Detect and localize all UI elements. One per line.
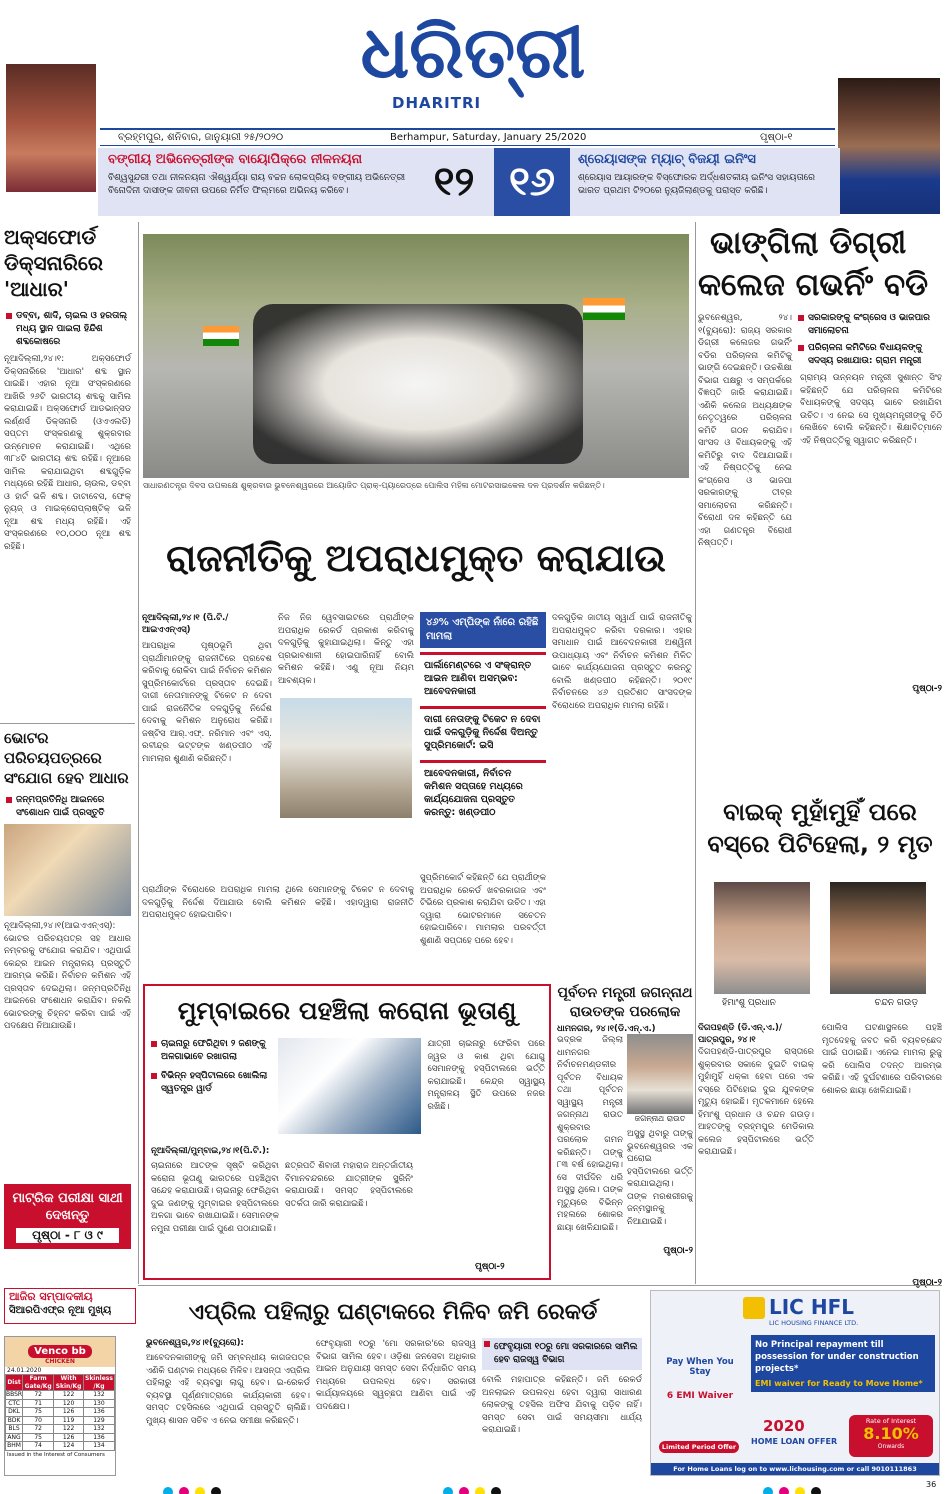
page-no: ପୃଷ୍ଠା-୧ <box>760 132 793 143</box>
corona-body: ଚାଇନାରେ ଆତଙ୍କ ସୃଷ୍ଟି କରିଥିବା କରୋନା ଭୂତାଣୁ ଭାରତରେ ପହଞ୍ଚିଥିବା ସନ୍ଦେହ କରାଯାଉଛି। ଚାଇନାରୁ ଫେରିଥିବା ଦୁଇ ଜଣଙ୍କୁ ମୁମ୍ବାଇର ହସ୍ପିଟାଲରେ ଅଳଗା ଭାବେ ରଖାଯାଇଛି। ସେମାନଙ୍କ ନମୁନା ପରୀକ୍ଷା ପାଇଁ ପୁଣେ ପଠାଯାଇଛି। <box>151 1161 279 1234</box>
bottom-headline: ଏପ୍ରିଲ ପହିଲାରୁ ଘଣ୍ଟାକରେ ମିଳିବ ଜମି ରେକର୍ଡ <box>188 1300 598 1325</box>
obit-body-2: ଅସୁସ୍ଥ ଥିବାରୁ ତାଙ୍କୁ ଭୁବନେଶ୍ୱରର ଏକ ଘରୋଇ ହସ୍ପିଟାଲରେ ଭର୍ତ୍ତି କରାଯାଇଥିଲା। ତାଙ୍କ ମରଶରୀରକୁ ଜନ୍ମସ୍ଥାନକୁ ନିଆଯାଇଛି। <box>627 1129 693 1227</box>
corona-headline: ମୁମ୍ବାଇରେ ପହଞ୍ଚିଲା କରୋନା ଭୂତାଣୁ <box>177 996 517 1025</box>
lead-headline: ରାଜନୀତିକୁ ଅପରାଧମୁକ୍ତ କରାଯାଉ <box>166 536 666 580</box>
main-photo <box>143 234 689 478</box>
venky-cell: 74 <box>23 1442 54 1451</box>
bike-photo-2 <box>830 882 926 994</box>
photo-flag-left <box>203 326 239 346</box>
venky-th: Dist <box>6 1375 23 1391</box>
left-sub-bullet: ଜନ୍ମପ୍ରତିନିଧି ଆଇନରେ ସଂଶୋଧନ ପାଇଁ ପ୍ରସ୍ତୁତି <box>4 794 131 820</box>
left-sub-body: ନୂଆଦିଲ୍ଲୀ,୨୪।୧(ଆଇଏଏନ୍‌ଏସ୍): ଭୋଟର ପରିଚୟପତ୍ର ସହ ଆଧାର ନମ୍ବରକୁ ସଂଯୋଗ କରାଯିବ। ଏଥିପାଇଁ କେନ୍ଦ୍ର ଆଇନ ମନ୍ତ୍ରାଳୟ ପ୍ରସ୍ତୁତି ଆରମ୍ଭ କରିଛି। ନିର୍ବାଚନ କମିଶନ ଏହି ପ୍ରସ୍ତାବ ଦେଇଥିଲା। ଜନ୍ମପ୍ରତିନିଧି ଆଇନରେ ସଂଶୋଧନ କରାଯିବ। ନକଲି ଭୋଟରଙ୍କୁ ଚିହ୍ନଟ କରିବା ପାଇଁ ଏହି ପଦକ୍ଷେପ ନିଆଯାଉଛି। <box>4 921 131 1031</box>
bike-headline-2: ବସ୍‌ରେ ପିଟିହେଲା, ୨ ମୃତ <box>707 830 933 858</box>
main-photo-caption: ସାଧାରଣତନ୍ତ୍ର ଦିବସ ଉପଲକ୍ଷେ ଶୁକ୍ରବାର ଭୁବନେଶ୍ୱରରେ ଆୟୋଜିତ ପ୍ରାକ୍-ପ୍ୟାରେଡ୍‌ରେ ପୋଲିସ ମହିଳା ମୋଟରସାଇକେଲ ଦଳ ପ୍ରଦର୍ଶନ କରିଛନ୍ତି। <box>143 481 605 490</box>
bottom-col1: ଆବେଦନକାରୀଙ୍କୁ ଜମି ସମ୍ବନ୍ଧୀୟ କାଗଜପତ୍ର ଏଣିକି ଘଣ୍ଟାକ ମଧ୍ୟରେ ମିଳିବ। ଆସନ୍ତା ଏପ୍ରିଲ ପହିଲାରୁ ଏହି ବ୍ୟବସ୍ଥା ଲାଗୁ ହେବ। ଇ-ରେକର୍ଡ ବ୍ୟବସ୍ଥା ପୂର୍ଣ୍ଣମାତ୍ରାରେ କାର୍ଯ୍ୟକାରୀ ହେବ। ସମସ୍ତ ତହସିଲରେ ଏଥିପାଇଁ ପ୍ରସ୍ତୁତି ଚାଲିଛି। ମୁଖ୍ୟ ଶାସନ ସଚିବ ଏ ନେଇ ସମୀକ୍ଷା କରିଛନ୍ତି। <box>146 1353 310 1426</box>
right-story-headline-1: ଭାଙ୍ଗିଲା ଡିଗ୍ରୀ <box>710 225 907 261</box>
corona-bullet-2: ବିଭିନ୍ନ ହସ୍ପିଟାଲରେ ଖୋଲିଲା ସ୍ୱତନ୍ତ୍ର ୱାର୍ଡ <box>149 1070 272 1096</box>
venky-cell: 124 <box>54 1442 84 1451</box>
bottom-col2: ଫେବୃୟାରୀ ୧୦ରୁ 'ମୋ ସରକାର'ରେ ରାଜସ୍ୱ ବିଭାଗ ସାମିଲ ହେବ। ଓଡ଼ିଶା ଜନସେବା ଅଧିକାର ଆଇନ ଅନୁଯାୟୀ ସମସ୍ତ ସେବା ନିର୍ଦ୍ଧାରିତ ସମୟ ମଧ୍ୟରେ ଉପଲବ୍ଧ ହେବ। ସରକାରୀ କାର୍ଯ୍ୟାଳୟରେ ସ୍ୱଚ୍ଛତା ଆଣିବା ପାଇଁ ଏହି ପଦକ୍ଷେପ। <box>316 1339 476 1412</box>
right-story-headline-2: କଲେଜ ଗଭର୍ନିଂ ବଡି <box>698 267 929 303</box>
bottom-col3: ବୋଲି ମହାପାତ୍ର କହିଛନ୍ତି। ଜମି ରେକର୍ଡ ଅନଲାଇନ ଉପଲବ୍ଧ ହେବା ଦ୍ୱାରା ସାଧାରଣ ଲୋକଙ୍କୁ ତହସିଲ ଅଫିସ ଯିବାକୁ ପଡ଼ିବ ନାହିଁ। ସମସ୍ତ ସେବା ପାଇଁ ସମୟସୀମା ଧାର୍ଯ୍ୟ କରାଯାଇଛି। <box>482 1375 642 1435</box>
lic-logo-icon <box>743 1297 765 1319</box>
lead-box-head: ୪୬% ଏମ୍ପିଙ୍କ ନାଁରେ ରହିଛି ମାମଲା <box>420 612 546 648</box>
lead-col2b: ପ୍ରାର୍ଥୀଙ୍କ ବିରୋଧରେ ଅପରାଧିକ ମାମଲା ଥିଲେ ସେମାନଙ୍କୁ ଟିକେଟ ନ ଦେବାକୁ ଦଳଗୁଡ଼ିକୁ ନିର୍ଦ୍ଦେଶ ଦିଆଯାଉ ବୋଲି କମିଶନ କହିଛି। ଏହାଦ୍ୱାରା ରାଜନୀତି ଅପରାଧମୁକ୍ତ ହୋଇପାରିବ। <box>142 885 414 920</box>
lead-col2: ନିଜ ନିଜ ୱେବସାଇଟରେ ପ୍ରାର୍ଥୀଙ୍କ ଅପରାଧିକ ରେକର୍ଡ ପ୍ରକାଶ କରିବାକୁ ଦଳଗୁଡ଼ିକୁ କୁହାଯାଇଥିଲା। କିନ୍ତୁ ଏହା ପ୍ରଭାବଶାଳୀ ହୋଇପାରିନାହିଁ ବୋଲି କମିଶନ କହିଛି। ଏଣୁ ନୂଆ ନିୟମ ଆବଶ୍ୟକ। <box>278 613 414 686</box>
rule-left <box>138 222 139 1284</box>
teaser-right-page: ୧୬ <box>494 148 570 216</box>
date-bar <box>100 128 835 146</box>
venky-cell: 134 <box>83 1442 114 1451</box>
venky-cell: 119 <box>54 1416 84 1425</box>
venky-cell: 120 <box>54 1399 84 1408</box>
venky-footer: Issued in the Interest of Consumers <box>7 1451 105 1458</box>
venky-cell: BDK <box>6 1416 23 1425</box>
table-row <box>6 1425 115 1434</box>
table-row <box>6 1433 115 1442</box>
venky-cell: 132 <box>83 1391 114 1400</box>
lic-rate-sub: Onwards <box>877 1443 905 1450</box>
venky-brand: Venco bb <box>28 1345 92 1358</box>
teaser-left-photo <box>6 64 96 192</box>
venky-cell: 122 <box>54 1391 84 1400</box>
venky-cell: 129 <box>83 1416 114 1425</box>
table-row <box>6 1408 115 1417</box>
venky-cell: 130 <box>83 1399 114 1408</box>
table-row <box>6 1391 115 1400</box>
venky-cell: 75 <box>23 1433 54 1442</box>
venky-cell: BLS <box>6 1425 23 1434</box>
lead-col3: ଦଳଗୁଡ଼ିକ ଜାତୀୟ ସ୍ୱାର୍ଥ ପାଇଁ ରାଜନୀତିକୁ ଅପରାଧମୁକ୍ତ କରିବା ଦରକାର। ଏହାର ସମାଧାନ ପାଇଁ ଆବେଦନକାରୀ ଅଶ୍ୱିନୀ ଉପାଧ୍ୟାୟ ଏବଂ ନିର୍ବାଚନ କମିଶନ ମିଳିତ ଭାବେ କାର୍ଯ୍ୟଯୋଜନା ପ୍ରସ୍ତୁତ କରନ୍ତୁ ବୋଲି ଖଣ୍ଡପୀଠ କହିଛନ୍ତି। ୨୦୧୯ ନିର୍ବାଚନରେ ୪୬ ପ୍ରତିଶତ ସାଂସଦଙ୍କ ବିରୋଧରେ ଅପରାଧିକ ମାମଲା ରହିଛି। <box>552 613 692 711</box>
bike-dateline: ଦିଗପହଣ୍ଡି (ଡି.ଏନ୍‌.ଏ.)/ ପାତ୍ରପୁର, ୨୪।୧ <box>698 1023 783 1045</box>
venky-table <box>5 1374 115 1451</box>
right-story-bullet-2: ପରିଚାଳନା କମିଟିରେ ବିଧାୟକଙ୍କୁ ସଦସ୍ୟ ରଖାଯାଉ: ଗ୍ରାମ ମନ୍ତ୍ରୀ <box>796 342 942 368</box>
lead-col2c: ସୁପ୍ରିମକୋର୍ଟ କହିଛନ୍ତି ଯେ ପ୍ରାର୍ଥୀଙ୍କ ଅପରାଧିକ ରେକର୍ଡ ଖବରକାଗଜ ଏବଂ ଟିଭିରେ ପ୍ରକାଶ କରାଯିବା ଉଚିତ। ଏହା ଦ୍ୱାରା ଭୋଟରମାନେ ସଚେତନ ହୋଇପାରିବେ। ମାମଲାର ପରବର୍ତ୍ତୀ ଶୁଣାଣି ସପ୍ତାହେ ପରେ ହେବ। <box>420 873 546 946</box>
table-row <box>6 1416 115 1425</box>
teaser-left-page: ୧୨ <box>433 159 475 205</box>
lic-brand-sub: LIC HOUSING FINANCE LTD. <box>769 1319 859 1327</box>
bike-body-2: ପୋଲିସ ଘଟଣାସ୍ଥଳରେ ପହଞ୍ଚି ମୃତଦେହକୁ ଜବତ କରି ବ୍ୟବଚ୍ଛେଦ ପାଇଁ ପଠାଇଛି। ଏନେଇ ମାମଲା ରୁଜୁ କରି ପୋଲିସ ତଦନ୍ତ ଆରମ୍ଭ କରିଛି। ଏହି ଦୁର୍ଘଟଣାରେ ପରିବାରରେ ଶୋକର ଛାୟା ଖେଳିଯାଇଛି। <box>822 1023 942 1096</box>
rule-right <box>695 222 696 1284</box>
registration-marks-right <box>760 1482 824 1494</box>
corona-story <box>143 984 551 1280</box>
venky-cell: 75 <box>23 1408 54 1417</box>
promo-title: ମାଟ୍ରିକ ପରୀକ୍ଷା ସାଥୀ ଦେଖନ୍ତୁ <box>12 1191 123 1223</box>
venky-cell: ANG <box>7 1433 21 1441</box>
editorial-label: ଆଜିର ସମ୍ପାଦକୀୟ <box>9 1290 93 1303</box>
right-story-page-ref: ପୃଷ୍ଠା-୨ <box>912 684 942 694</box>
logo <box>328 6 618 118</box>
editorial-title: ସିଆରପିଏଫ୍‌ର ନୂଆ ମୁଖ୍ୟ <box>9 1305 112 1316</box>
teaser-right-title: ଶ୍ରେୟାସଙ୍କ ମ୍ୟାଚ୍ ବିଜୟୀ ଇନିଂସ <box>578 152 756 167</box>
photo-riders <box>253 304 583 464</box>
registration-marks-mid <box>440 1482 504 1494</box>
lic-ad <box>650 1290 940 1476</box>
venky-cell: 132 <box>83 1425 114 1434</box>
page-number: 36 <box>926 1480 937 1489</box>
venky-cell: BBSR <box>6 1391 23 1398</box>
bottom-box-bullet: ଫେବୃୟାରୀ ୧୦ରୁ ମୋ ସରକାରରେ ସାମିଲ ହେବ ରାଜସ୍ୱ ବିଭାଗ <box>482 1338 642 1370</box>
masthead <box>0 0 945 128</box>
rule-bottom <box>138 1285 942 1286</box>
lic-offer-year: 2020 <box>763 1417 805 1435</box>
venky-date: 24.01.2020 <box>7 1367 42 1374</box>
obit-page-ref: ପୃଷ୍ଠା-୨ <box>663 1246 693 1256</box>
teaser-right-text: ଶ୍ରେୟାସ ଆୟାରଙ୍କ ବିସ୍ଫୋରକ ଅର୍ଦ୍ଧଶତକୀୟ ଇନିଂସ ସହାୟତାରେ ଭାରତ ପ୍ରଥମ ଟି୨୦ରେ ନ୍ୟୁଜିଲାଣ୍ଡକୁ ପରାସ୍ତ କରିଛି। <box>578 173 815 196</box>
obit-photo-caption: ଜଗନ୍ନାଥ ରାଉତ <box>634 1114 686 1123</box>
aadhaar-photo <box>4 824 131 916</box>
logo-odia: ଧରିତ୍ରୀ <box>360 10 586 94</box>
corona-dateline: ନୂଆଦିଲ୍ଲୀ/ମୁମ୍ବାଇ,୨୪।୧(ପି.ଟି.): <box>151 1146 270 1156</box>
left-story-body: ନୂଆଦିଲ୍ଲୀ,୨୪।୧: ଅକ୍ସଫୋର୍ଡ ଡିକ୍ସନାରିରେ 'ଆଧାର' ଶବ୍ଦ ସ୍ଥାନ ପାଇଛି। ଏହାର ନୂଆ ସଂସ୍କରଣରେ ଆଖିରି ୨୬ଟି ଭାରତୀୟ ଶବ୍ଦକୁ ସାମିଲ କରାଯାଇଛି। ଅକ୍ସଫୋର୍ଡ ଆଡଭାନ୍ସଡ ଲର୍ଣ୍ଣର୍ସ ଡିକ୍ସନାରି (ଓଏଏଲଡି) ସପ୍ତମ ସଂସ୍କରଣକୁ ଶୁକ୍ରବାର ଉନ୍ମୋଚନ କରାଯାଇଛି। ଏଥିରେ ୩୮୪ଟି ଭାରତୀୟ ଶବ୍ଦ ରହିଛି। ନୂଆରେ ସାମିଲ କରାଯାଇଥିବା ଶବ୍ଦଗୁଡ଼ିକ ମଧ୍ୟରେ ରହିଛି ଆଧାର, ଚାଉଲ, ଡବ୍ବା ଓ ହାର୍ଟ ଭଳି ଶବ୍ଦ। ଡାଟାବେସ, ଫେକ୍ ନ୍ୟୁଜ୍ ଓ ମାଇକ୍ରୋପ୍ଲାଷ୍ଟିକ୍ ଭଳି ନୂଆ ଶବ୍ଦ ମଧ୍ୟ ରହିଛି। ଏହି ସଂସ୍କରଣରେ ୧୦,୦୦୦ ନୂଆ ଶବ୍ଦ ରହିଛି। <box>4 354 131 552</box>
teaser-band <box>98 148 840 216</box>
corona-photo <box>278 1038 421 1134</box>
lead-box-item-3: ଆବେଦନକାରୀ, ନିର୍ବାଚନ କମିଶନ ସପ୍ତାହେ ମଧ୍ୟରେ କାର୍ଯ୍ୟଯୋଜନା ପ୍ରସ୍ତୁତ କରନ୍ତୁ: ଖଣ୍ଡପୀଠ <box>420 760 546 823</box>
venky-cell: CTC <box>6 1399 23 1408</box>
lic-rate-box <box>849 1415 933 1457</box>
obit-body: ଭଦ୍ରକ ଜିଲ୍ଲା ଧାମନଗର ନିର୍ବାଚନମଣ୍ଡଳୀର ପୂର୍ବତନ ବିଧାୟକ ତଥା ପୂର୍ବତନ ସ୍ୱାସ୍ଥ୍ୟ ମନ୍ତ୍ରୀ ଜଗନ୍ନାଥ ରାଉତ ଶୁକ୍ରବାର ପରଲୋକ ଗମନ କରିଛନ୍ତି। ତାଙ୍କୁ ୮୩ ବର୍ଷ ହୋଇଥିଲା। ସେ ଦୀର୍ଘଦିନ ଧରି ଅସୁସ୍ଥ ଥିଲେ। ତାଙ୍କ ମୃତ୍ୟୁରେ ବିଭିନ୍ନ ମହଲରେ ଶୋକର ଛାୟା ଖେଳିଯାଇଛି। <box>557 1035 623 1233</box>
bottom-dateline: ଭୁବନେଶ୍ୱର,୨୪।୧(ବ୍ୟୁରୋ): <box>146 1338 244 1348</box>
right-story-bullet-1: ସରକାରଙ୍କୁ କଂଗ୍ରେସ ଓ ଭାଜପାର ସମାଲୋଚନା <box>796 312 942 338</box>
venky-table-box <box>4 1336 116 1476</box>
lic-right-2: EMI waiver for Ready to Move Home* <box>751 1375 935 1392</box>
obit-photo <box>627 1034 693 1114</box>
corona-body-3: ଯାତ୍ରୀ ଚାଇନାରୁ ଫେରିବା ପରେ ଜ୍ୱର ଓ କାଶ ଥିବା ଯୋଗୁ ସେମାନଙ୍କୁ ହସ୍ପିଟାଲରେ ଭର୍ତ୍ତି କରାଯାଇଛି। କେନ୍ଦ୍ର ସ୍ୱାସ୍ଥ୍ୟ ମନ୍ତ୍ରାଳୟ ସ୍ଥିତି ଉପରେ ନଜର ରଖିଛି। <box>427 1039 545 1112</box>
lic-left-2: 6 EMI Waiver <box>666 1391 734 1401</box>
teaser-right-photo <box>838 78 940 214</box>
bottom-box <box>482 1338 642 1470</box>
left-story-headline: ଅକ୍ସଫୋର୍ଡ ଡିକ୍ସନାରିରେ 'ଆଧାର' <box>4 225 104 301</box>
bike-name-2: ଚନ୍ଦନ ଗଉଡ଼ <box>874 998 918 1008</box>
table-row <box>6 1442 115 1451</box>
teaser-left-text: ବିଶ୍ୱସୁନ୍ଦରୀ ତଥା ନୀଳନୟନା ଐଶ୍ୱର୍ଯ୍ୟା ରାୟ ବଚ୍ଚନ ଲୋକପ୍ରିୟ ବଙ୍ଗୀୟ ଅଭିନେତ୍ରୀ ବିନୋଦିନୀ ଦାସୀଙ୍କ ଜୀବନୀ ଉପରେ ନିର୍ମିତ ଫିଲ୍ମରେ ଅଭିନୟ କରିବେ। <box>108 173 406 196</box>
corona-bullet-1: ଚାଇନାରୁ ଫେରିଥିବା ୨ ଜଣଙ୍କୁ ଅଳଗାଭାବେ ରଖାଗଲା <box>149 1038 272 1064</box>
venky-cell: DKL <box>6 1408 23 1417</box>
left-story-bullet: ଡବ୍ବା, ଶାଦି, ଚାଇଲ ଓ ହରତାଲ୍ ମଧ୍ୟ ସ୍ଥାନ ପାଇଲା ହିନ୍ଦିଶ ଶବ୍ଦକୋଷରେ <box>4 310 131 349</box>
left-column <box>0 222 135 1284</box>
venky-cell: 122 <box>54 1425 84 1434</box>
bike-photo-1 <box>714 882 810 994</box>
lic-limited: Limited Period Offer <box>659 1441 739 1453</box>
promo-box <box>4 1184 131 1249</box>
date-odia: ବ୍ରହ୍ମପୁର, ଶନିବାର, ଜାନୁୟାରୀ ୨୫/୨୦୨୦ <box>118 132 284 143</box>
bike-headline-1: ବାଇକ୍ ମୁହାଁମୁହିଁ ପରେ <box>723 798 917 826</box>
venky-cell: 72 <box>23 1391 54 1400</box>
venky-cell: 126 <box>54 1433 84 1442</box>
venky-th: Farm Gate/Kg <box>23 1375 54 1391</box>
registration-marks-left <box>160 1482 224 1494</box>
venky-th: Skinless /Kg <box>85 1375 113 1390</box>
court-photo <box>280 698 412 818</box>
lic-rate-label: Rate of Interest <box>865 1417 917 1425</box>
lic-footer: For Home Loans log on to www.lichousing.com or call 9010111863 <box>651 1463 939 1475</box>
venky-cell: 136 <box>83 1408 114 1417</box>
lic-offer-text: HOME LOAN OFFER <box>751 1437 838 1446</box>
venky-cell: 70 <box>23 1416 54 1425</box>
venky-cell: 72 <box>23 1425 54 1434</box>
teaser-left-title: ବଙ୍ଗୀୟ ଅଭିନେତ୍ରୀଙ୍କ ବାୟୋପିକ୍‌ରେ ନୀଳନୟନା <box>108 152 363 167</box>
lead-box-item-1: ପାର୍ଲାମେଣ୍ଟରେ ଏ ସଂକ୍ରାନ୍ତ ଆଇନ ଆଣିବା ଅସମ୍ଭବ: ଆବେଦନକାରୀ <box>420 652 546 702</box>
lead-box-item-2: ଦାଗୀ ନେତାଙ୍କୁ ଟିକେଟ ନ ଦେବା ପାଇଁ ଦଳଗୁଡ଼ିକୁ ନିର୍ଦ୍ଦେଶ ଦିଅନ୍ତୁ ସୁପ୍ରିମକୋର୍ଟ: ଇସି <box>420 706 546 756</box>
corona-page-ref: ପୃଷ୍ଠା-୨ <box>475 1262 505 1272</box>
obit-story <box>557 984 693 1280</box>
bike-page-ref: ପୃଷ୍ଠା-୨ <box>912 1278 942 1288</box>
obit-headline: ପୂର୍ବତନ ମନ୍ତ୍ରୀ ଜଗନ୍ନାଥ ରାଉତଙ୍କ ପରଲୋକ <box>557 985 693 1020</box>
venky-cell: 126 <box>54 1408 84 1417</box>
left-sub-headline: ଭୋଟର ପରିଚୟପତ୍ରରେ ସଂଯୋଗ ହେବ ଆଧାର <box>0 723 135 792</box>
venky-cell: BHM <box>7 1442 21 1449</box>
lead-col1: ଆପରାଧିକ ପୃଷ୍ଠଭୂମି ଥିବା ପ୍ରାର୍ଥୀମାନଙ୍କୁ ରାଜନୀତିରେ ପ୍ରବେଶ କରିବାକୁ ରୋକିବା ପାଇଁ ନିର୍ବାଚନ କମିଶନ ସୁପ୍ରିମକୋର୍ଟରେ ପ୍ରସ୍ତାବ ଦେଇଛି। ଦାଗୀ ନେତାମାନଙ୍କୁ ଟିକେଟ ନ ଦେବା ପାଇଁ ରାଜନୈତିକ ଦଳଗୁଡ଼ିକୁ ନିର୍ଦ୍ଦେଶ ଦେବାକୁ କମିଶନ ଅନୁରୋଧ କରିଛି। ଜଷ୍ଟିସ ଆର୍‌.ଏଫ୍‌. ନରିମାନ ଏବଂ ଏସ୍‌. ରବୀନ୍ଦ୍ର ଭଟ୍ଟଙ୍କ ଖଣ୍ଡପୀଠ ଏହି ମାମଲାର ଶୁଣାଣି କରିଛନ୍ତି। <box>142 641 272 764</box>
lead-dateline: ନୂଆଦିଲ୍ଲୀ,୨୪।୧ (ପି.ଟି./ଆଇଏଏନ୍‌ଏସ୍) <box>142 613 229 635</box>
bike-story <box>698 796 942 1288</box>
table-row <box>6 1399 115 1408</box>
venky-sub: CHICKEN <box>45 1358 75 1365</box>
right-story-body: ଭୁବନେଶ୍ୱର, ୨୪।୧(ବ୍ୟୁରୋ): ରାଜ୍ୟ ସରକାର ଡିଗ୍ରୀ କଲେଜର ଗଭର୍ନିଂ ବଡିର ପରିଚାଳନା କମିଟିକୁ ଭାଙ୍ଗି ଦେଇଛନ୍ତି। ଉଚ୍ଚଶିକ୍ଷା ବିଭାଗ ପକ୍ଷରୁ ଏ ସମ୍ପର୍କରେ ବିଜ୍ଞପ୍ତି ଜାରି କରାଯାଇଛି। ଏଣିକି କଲେଜ ଅଧ୍ୟକ୍ଷଙ୍କ ନେତୃତ୍ୱରେ ପରିଚାଳନା କମିଟି ଗଠନ କରାଯିବ। ସାଂସଦ ଓ ବିଧାୟକଙ୍କୁ ଏହି କମିଟିରୁ ବାଦ ଦିଆଯାଇଛି। ଏହି ନିଷ୍ପତ୍ତିକୁ ନେଇ କଂଗ୍ରେସ ଓ ଭାଜପା ସରକାରଙ୍କୁ ତୀବ୍ର ସମାଲୋଚନା କରିଛନ୍ତି। ବିରୋଧୀ ଦଳ କହିଛନ୍ତି ଯେ ଏହା ଗଣତନ୍ତ୍ର ବିରୋଧୀ ନିଷ୍ପତ୍ତି। <box>698 313 792 548</box>
lic-brand: LIC HFL <box>769 1295 854 1319</box>
obit-dateline: ଧାମନଗର, ୨୪।୧(ଡି.ଏନ୍‌.ଏ.) <box>557 1024 656 1034</box>
right-story <box>698 222 942 792</box>
lic-left-1: Pay When You Stay <box>666 1357 734 1377</box>
photo-flag-right <box>583 298 625 320</box>
venky-cell: 71 <box>23 1399 54 1408</box>
logo-en: DHARITRI <box>392 94 482 112</box>
corona-body-2: ଛତ୍ରପତି ଶିବାଜୀ ମହାରାଜ ଅନ୍ତର୍ଜାତୀୟ ବିମାନବନ୍ଦରରେ ଯାତ୍ରୀଙ୍କ ସ୍କ୍ରିନିଂ କରାଯାଉଛି। ସମସ୍ତ ହସ୍ପିଟାଲରେ ସତର୍କତା ଜାରି କରାଯାଇଛି। <box>285 1161 413 1209</box>
bike-body: ଦିଗପହଣ୍ଡି-ପାତ୍ରପୁର ରାସ୍ତାରେ ଶୁକ୍ରବାର ସକାଳେ ଦୁଇଟି ବାଇକ୍ ମୁହାଁମୁହିଁ ଧକ୍କା ହେବା ପରେ ଏକ ବସ୍‌ରେ ପିଟିହୋଇ ଦୁଇ ଯୁବକଙ୍କ ମୃତ୍ୟୁ ହୋଇଛି। ମୃତକମାନେ ହେଲେ ହିମାଂଶୁ ପ୍ରଧାନ ଓ ଚନ୍ଦନ ଗଉଡ଼। ଆହତଙ୍କୁ ବ୍ରହ୍ମପୁର ମେଡିକାଲ କଲେଜ ହସ୍ପିଟାଲରେ ଭର୍ତ୍ତି କରାଯାଇଛି। <box>698 1047 814 1157</box>
bike-name-1: ହିମାଂଶୁ ପ୍ରଧାନ <box>722 998 776 1008</box>
date-en: Berhampur, Saturday, January 25/2020 <box>390 132 587 143</box>
right-story-body-2: ଗ୍ରାମ୍ୟ ଉନ୍ନୟନ ମନ୍ତ୍ରୀ ସୁଶାନ୍ତ ସିଂହ କହିଛନ୍ତି ଯେ ପରିଚାଳନା କମିଟିରେ ବିଧାୟକଙ୍କୁ ସଦସ୍ୟ ଭାବେ ରଖାଯିବା ଉଚିତ। ଏ ନେଇ ସେ ମୁଖ୍ୟମନ୍ତ୍ରୀଙ୍କୁ ଚିଠି ଲେଖିବେ ବୋଲି କହିଛନ୍ତି। ଶିକ୍ଷାବିତ୍‌ମାନେ ଏହି ନିଷ୍ପତ୍ତିକୁ ସ୍ୱାଗତ କରିଛନ୍ତି। <box>800 373 942 446</box>
lic-right-1: No Principal repayment till possession for under construction projects* <box>751 1335 935 1379</box>
venky-th: With Skin/Kg <box>55 1375 82 1390</box>
promo-page: ପୃଷ୍ଠା - ୮ ଓ ୯ <box>16 1228 119 1243</box>
venky-cell: 136 <box>83 1433 114 1442</box>
lic-rate: 8.10% <box>863 1424 919 1443</box>
editorial-box <box>4 1288 136 1324</box>
